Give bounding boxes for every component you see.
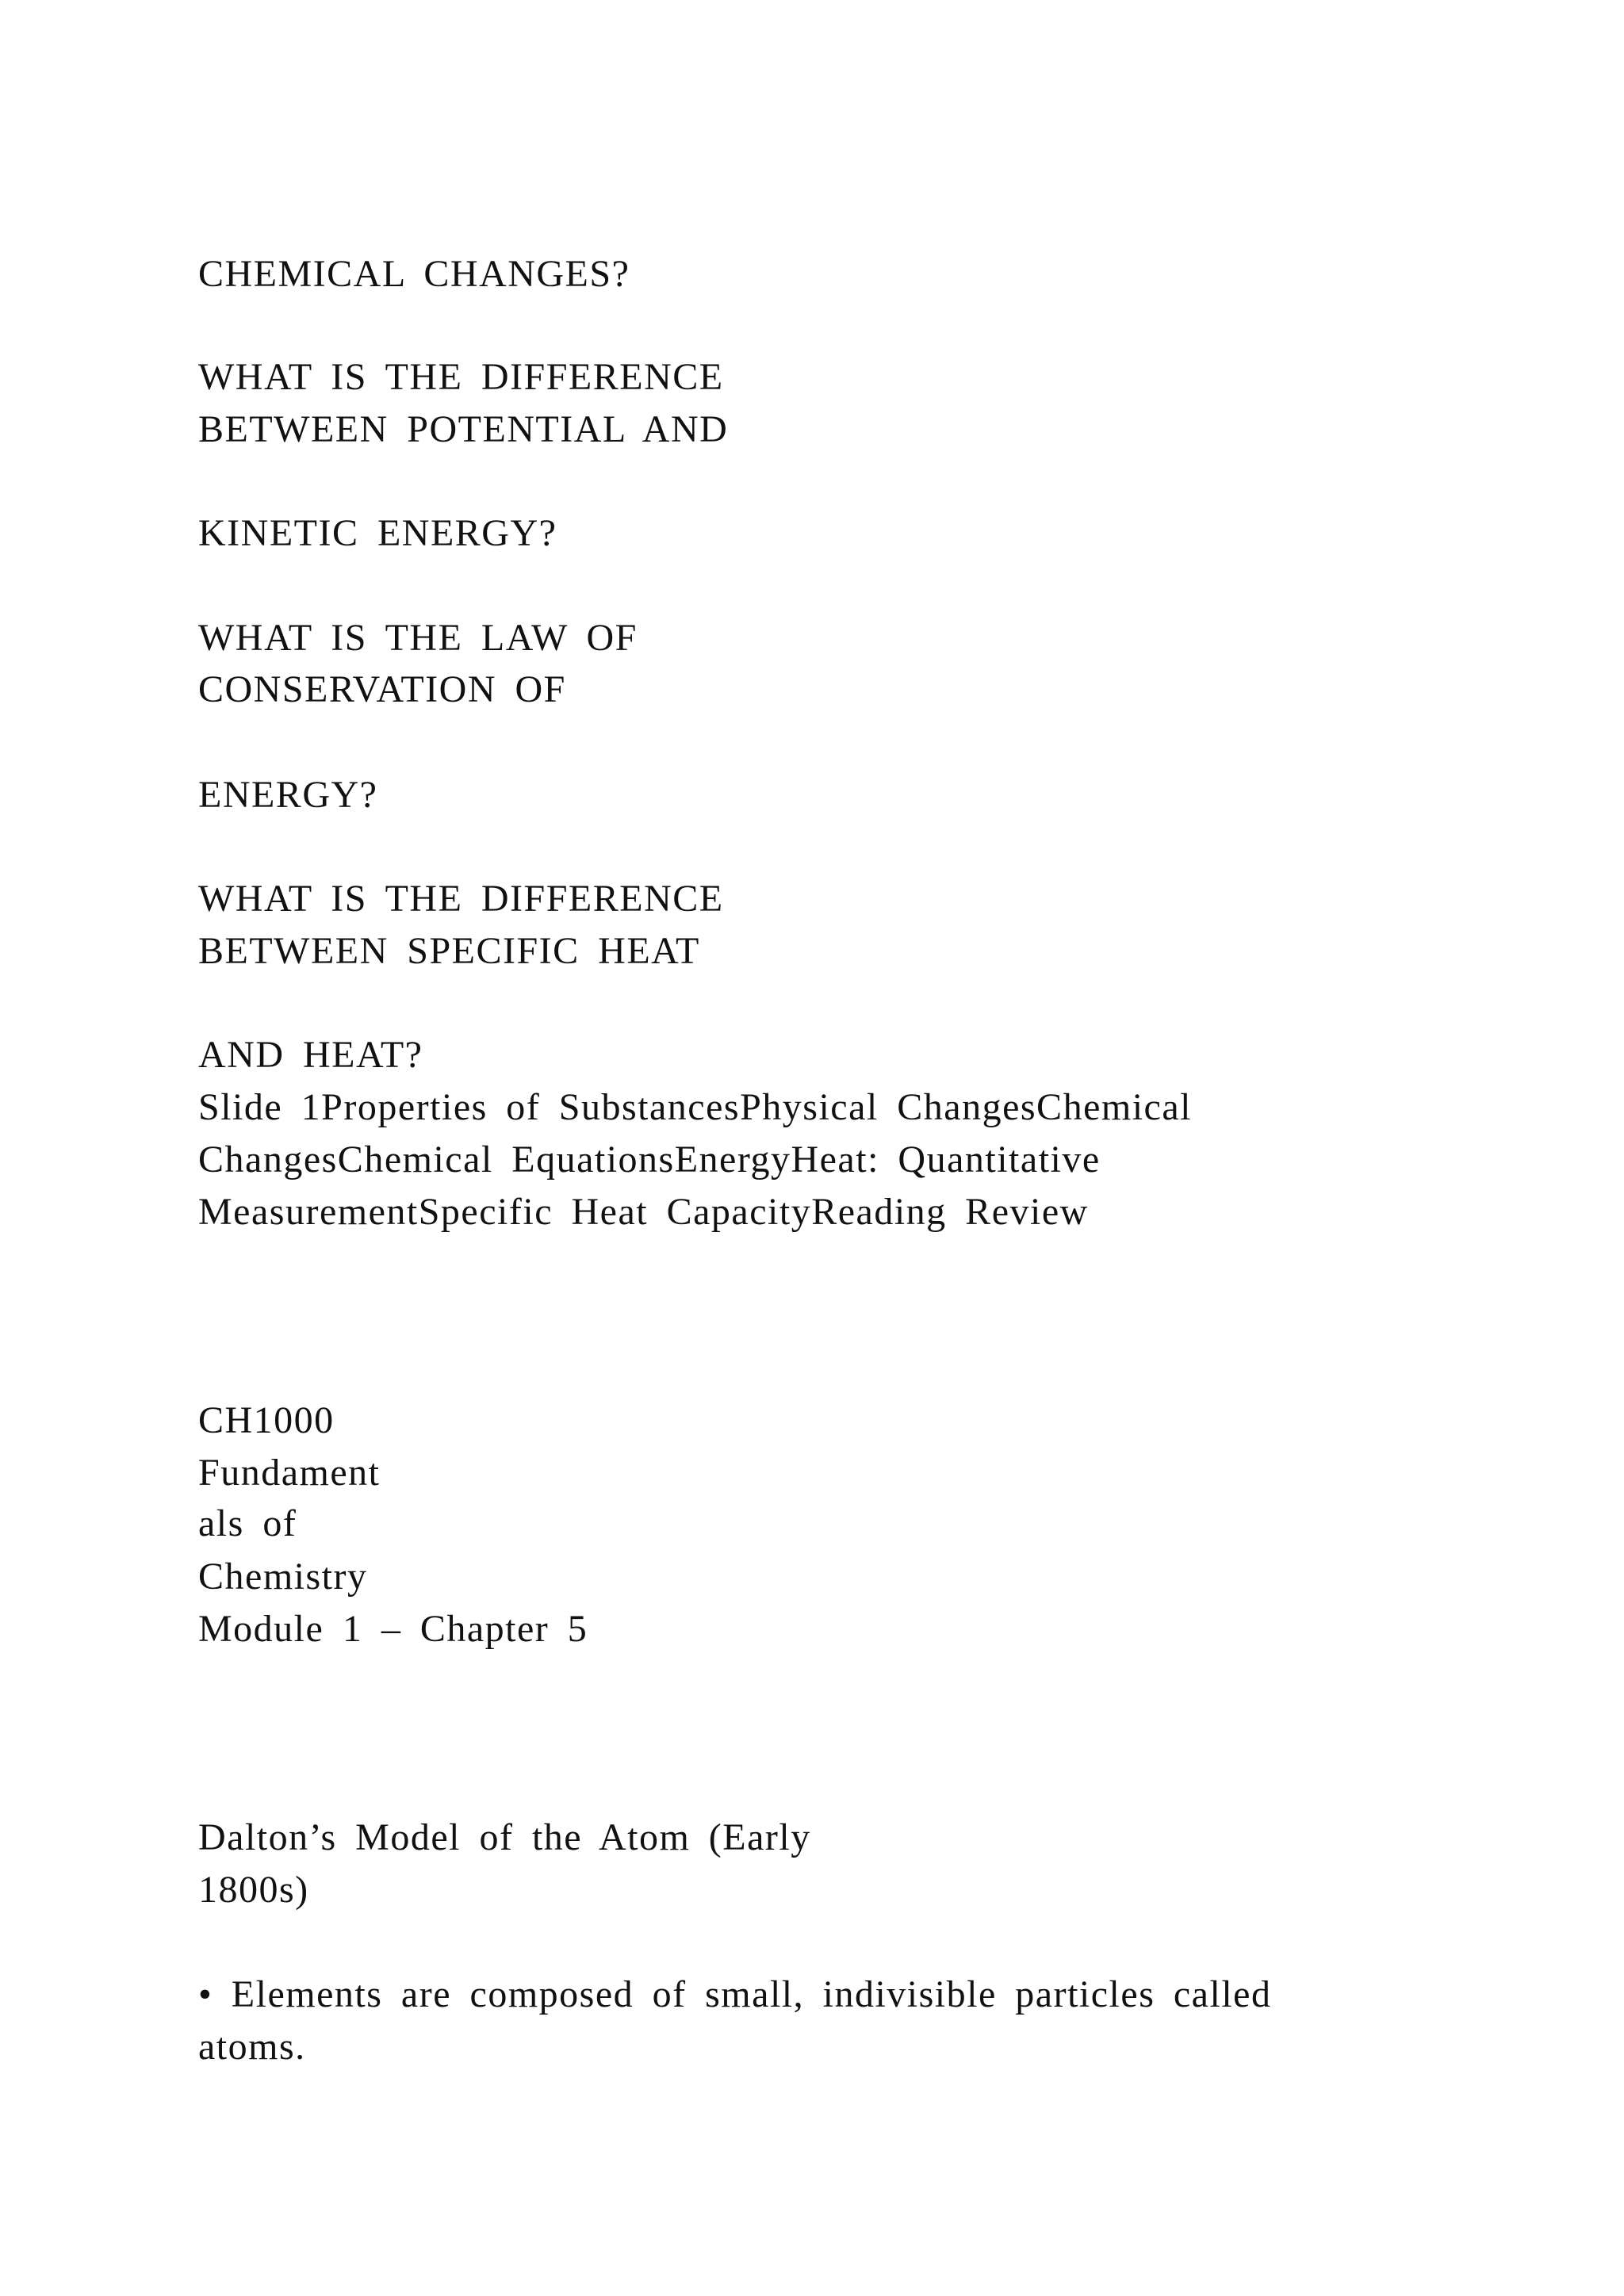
text-line: ChangesChemical EquationsEnergyHeat: Quantitative bbox=[198, 1138, 1101, 1181]
text-line: Dalton’s Model of the Atom (Early bbox=[198, 1816, 811, 1858]
text-line: BETWEEN POTENTIAL AND bbox=[198, 408, 729, 450]
text-line: Fundament bbox=[198, 1452, 381, 1494]
text-line: KINETIC ENERGY? bbox=[198, 512, 557, 554]
text-line: MeasurementSpecific Heat CapacityReading Review bbox=[198, 1191, 1089, 1233]
text-line: BETWEEN SPECIFIC HEAT bbox=[198, 930, 700, 972]
text-line: WHAT IS THE LAW OF bbox=[198, 617, 638, 659]
text-line: CH1000 bbox=[198, 1399, 335, 1441]
text-line: WHAT IS THE DIFFERENCE bbox=[198, 356, 724, 398]
text-line: als of bbox=[198, 1502, 297, 1544]
text-line: AND HEAT? bbox=[198, 1034, 423, 1076]
text-line: ENERGY? bbox=[198, 774, 378, 816]
text-line: Slide 1Properties of SubstancesPhysical ChangesChemical bbox=[198, 1086, 1192, 1128]
text-line: • Elements are composed of small, indivisible particles called bbox=[198, 1973, 1272, 2015]
text-line: Module 1 – Chapter 5 bbox=[198, 1608, 588, 1650]
text-line: CHEMICAL CHANGES? bbox=[198, 253, 630, 295]
text-line: 1800s) bbox=[198, 1869, 309, 1911]
text-line: atoms. bbox=[198, 2026, 306, 2068]
text-line: Chemistry bbox=[198, 1556, 368, 1598]
text-line: WHAT IS THE DIFFERENCE bbox=[198, 878, 724, 920]
text-line: CONSERVATION OF bbox=[198, 668, 566, 710]
